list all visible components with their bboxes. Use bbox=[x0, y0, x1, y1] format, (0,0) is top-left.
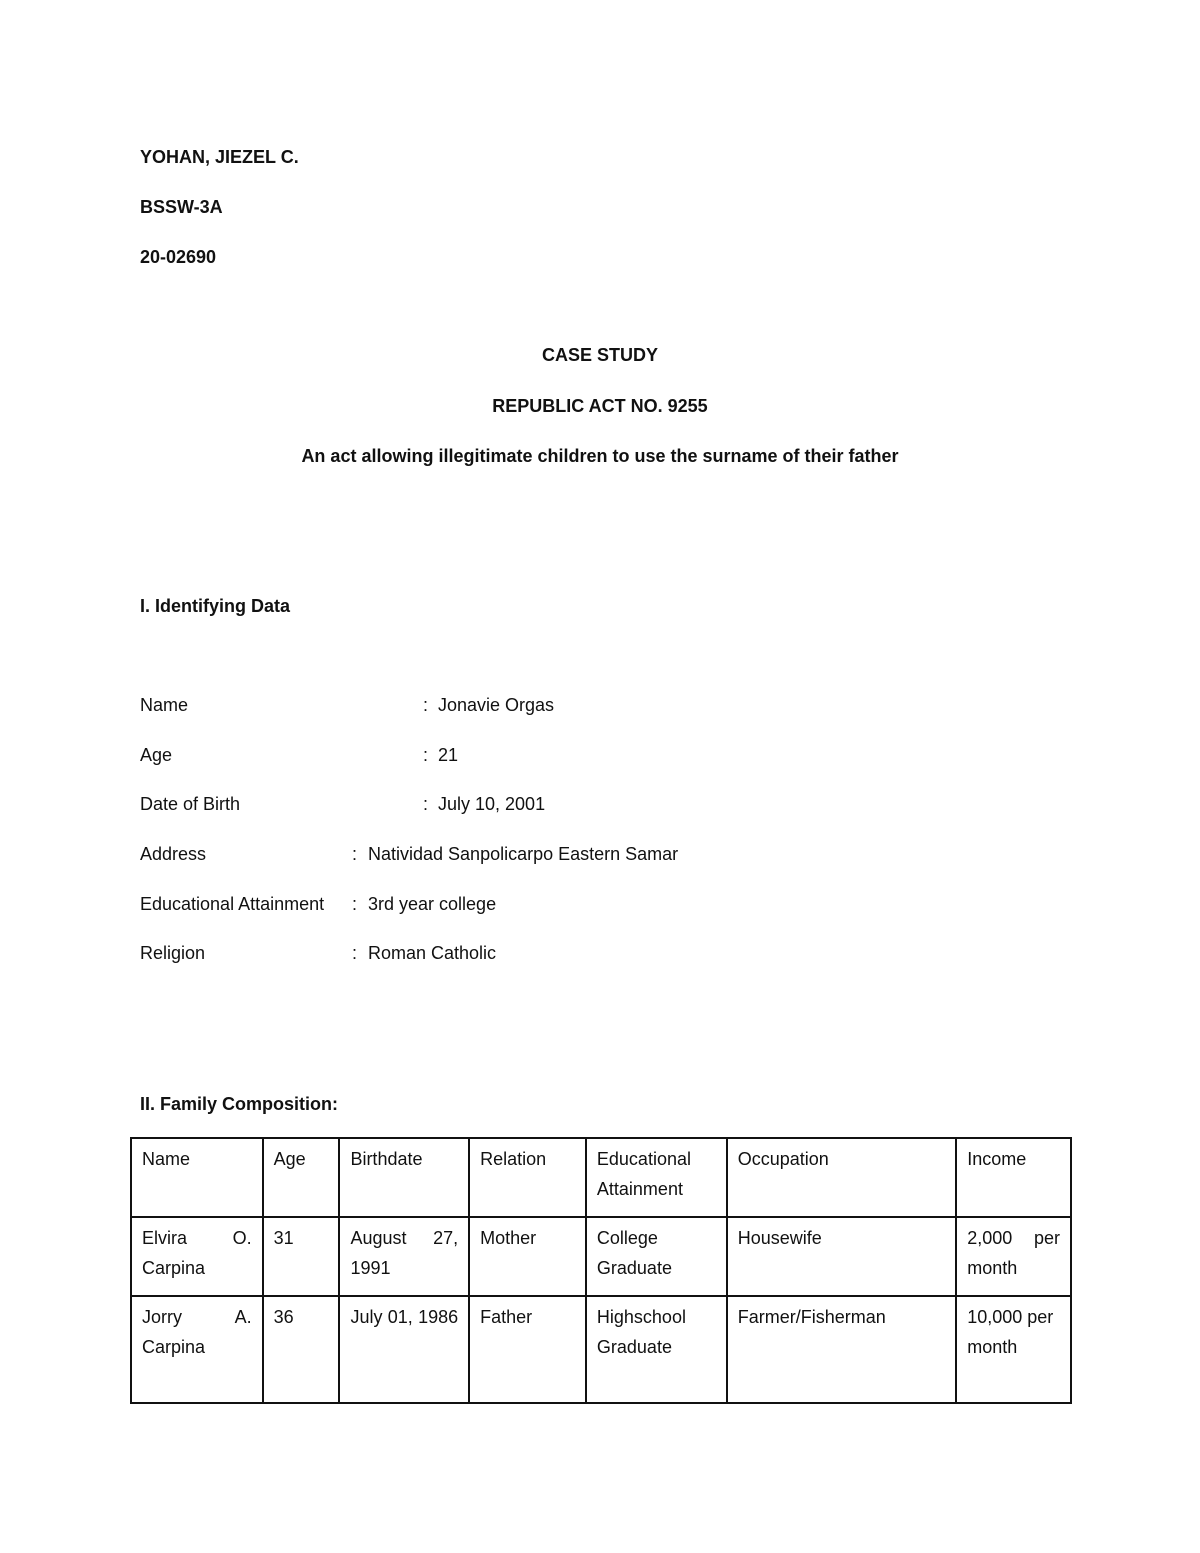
cell-relation: Father bbox=[469, 1296, 586, 1403]
field-value-birth: July 10, 2001 bbox=[438, 794, 546, 814]
cell-name: Elvira O. Carpina bbox=[131, 1217, 263, 1296]
student-name: YOHAN, JIEZEL C. bbox=[140, 147, 299, 167]
field-colon-name: : bbox=[423, 695, 429, 715]
cell-relation: Mother bbox=[469, 1217, 586, 1296]
header-relation: Relation bbox=[469, 1138, 586, 1217]
cell-name: Jorry A. Carpina bbox=[131, 1296, 263, 1403]
header-name: Name bbox=[131, 1138, 263, 1217]
cell-educational-attainment: Highschool Graduate bbox=[586, 1296, 727, 1403]
cell-income: 10,000 per month bbox=[956, 1296, 1071, 1403]
section-identifying-data-title: I. Identifying Data bbox=[140, 596, 291, 616]
cell-income: 2,000 per month bbox=[956, 1217, 1071, 1296]
table-header-row bbox=[131, 1138, 1071, 1217]
cell-age: 31 bbox=[263, 1217, 340, 1296]
table-row bbox=[131, 1296, 1071, 1403]
section-family-composition-title: II. Family Composition: bbox=[140, 1094, 339, 1114]
document-title: CASE STUDY bbox=[541, 345, 658, 365]
header-birthdate: Birthdate bbox=[339, 1138, 469, 1217]
cell-occupation: Housewife bbox=[727, 1217, 957, 1296]
field-colon-religion: : bbox=[352, 943, 358, 963]
header-age: Age bbox=[263, 1138, 340, 1217]
act-title: REPUBLIC ACT NO. 9255 bbox=[492, 396, 708, 416]
field-colon-address: : bbox=[352, 844, 358, 864]
table-row bbox=[131, 1217, 1071, 1296]
field-label-education: Educational Attainment bbox=[140, 894, 325, 914]
family-composition-table bbox=[130, 1137, 1072, 1404]
field-value-age: 21 bbox=[438, 745, 459, 765]
field-colon-age: : bbox=[423, 745, 429, 765]
header-income: Income bbox=[956, 1138, 1071, 1217]
cell-age: 36 bbox=[263, 1296, 340, 1403]
student-section: BSSW-3A bbox=[140, 197, 223, 217]
field-value-address: Natividad Sanpolicarpo Eastern Samar bbox=[368, 844, 679, 864]
field-label-religion: Religion bbox=[140, 943, 206, 963]
act-subtitle: An act allowing illegitimate children to use the surname of their father bbox=[301, 446, 899, 466]
field-label-name: Name bbox=[140, 695, 189, 715]
field-colon-birth: : bbox=[423, 794, 429, 814]
field-value-name: Jonavie Orgas bbox=[438, 695, 555, 715]
field-colon-education: : bbox=[352, 894, 358, 914]
cell-birthdate: July 01, 1986 bbox=[339, 1296, 469, 1403]
field-label-address: Address bbox=[140, 844, 207, 864]
field-label-age: Age bbox=[140, 745, 173, 765]
field-label-birth: Date of Birth bbox=[140, 794, 241, 814]
cell-birthdate: August 27, 1991 bbox=[339, 1217, 469, 1296]
field-value-education: 3rd year college bbox=[368, 894, 497, 914]
header-occupation: Occupation bbox=[727, 1138, 957, 1217]
cell-educational-attainment: College Graduate bbox=[586, 1217, 727, 1296]
field-value-religion: Roman Catholic bbox=[368, 943, 497, 963]
cell-occupation: Farmer/Fisherman bbox=[727, 1296, 957, 1403]
student-id: 20-02690 bbox=[140, 247, 217, 267]
header-educational-attainment: Educational Attainment bbox=[586, 1138, 727, 1217]
